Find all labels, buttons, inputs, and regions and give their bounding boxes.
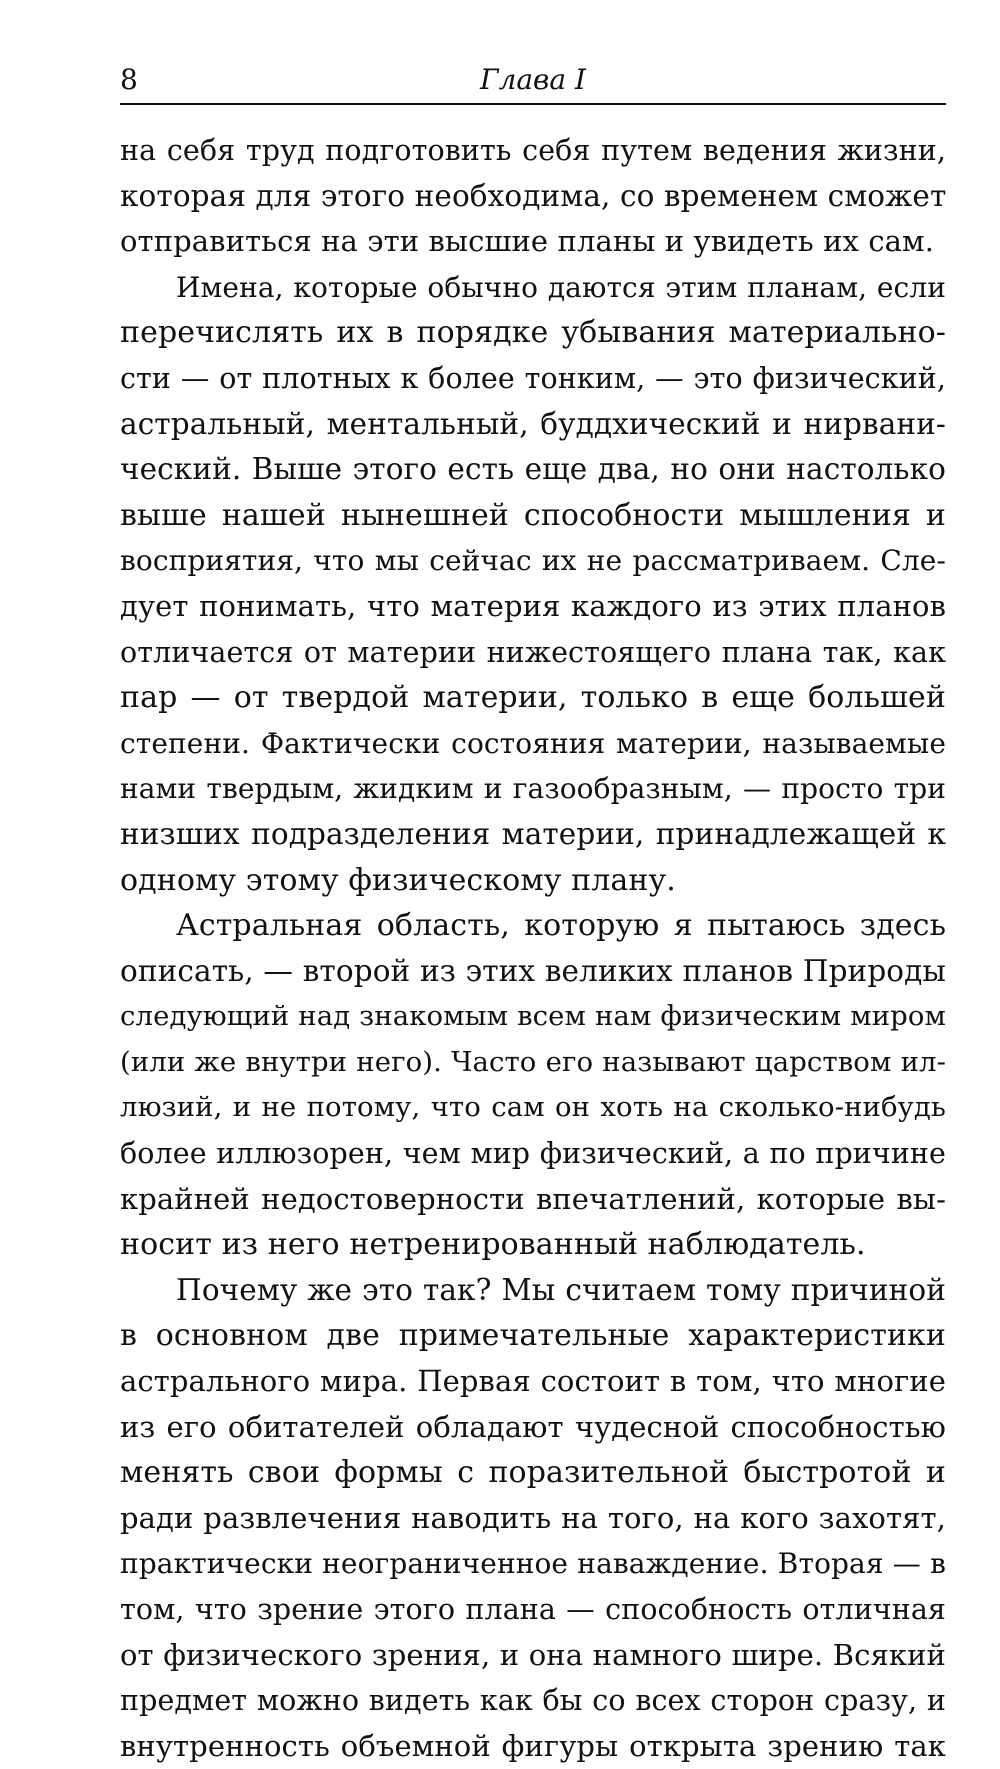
text-line: дует понимать, что материя каждого из этих планов [120,588,946,623]
text-line: Почему же это так? Мы считаем тому причиной [176,1272,946,1307]
text-line: нами твердым, жидким и газообразным, — просто три [120,772,946,806]
text-line: от физического зрения, и она намного шире. Всякий [120,1637,946,1672]
text-line: том, что зрение этого плана — способность отличная [120,1593,946,1626]
text-line: из его обитателей обладают чудесной способностью [120,1409,946,1444]
text-line: астрального мира. Первая состоит в том, что многие [120,1364,946,1399]
text-line: астральный, ментальный, буддхический и нирвани- [120,406,946,441]
text-line: ради развлечения наводить на того, на кого захотят, [120,1500,946,1535]
text-line: одному этому физическому плану. [120,862,676,898]
text-line: которая для этого необходима, со временем сможет [120,178,947,213]
text-line: предмет можно видеть как бы со всех сторон сразу, и [120,1684,946,1718]
chapter-title: Глава I [479,63,586,96]
text-line: ческий. Выше этого есть еще два, но они настолько [120,452,946,487]
text-line: степени. Фактически состояния материи, называемые [120,726,946,760]
text-line: следующий над знакомым всем нам физическим миром [120,1000,946,1033]
text-line: отправиться на эти высшие планы и увидеть их сам. [120,224,935,259]
text-line: Имена, которые обычно даются этим планам, если [176,270,946,304]
text-line: (или же внутри него). Часто его называют царством ил- [120,1045,946,1078]
text-line: люзий, и не потому, что сам он хоть на сколько-нибудь [120,1091,946,1124]
text-line: Астральная область, которую я пытаюсь здесь [176,908,946,944]
text-line: внутренность объемной фигуры открыта зрению так [120,1728,946,1763]
text-line: менять свои формы с поразительной быстротой и [120,1455,946,1491]
text-line: перечислять их в порядке убывания материально- [120,315,946,351]
page-header [120,62,946,102]
text-line: пар — от твердой материи, только в еще большей [120,680,946,716]
text-line: восприятия, что мы сейчас их не рассматриваем. Сле- [120,544,946,578]
text-line: носит из него нетренированный наблюдатель. [120,1227,866,1263]
text-line: в основном две примечательные характеристики [120,1318,946,1354]
text-line: сти — от плотных к более тонким, — это физический, [120,361,946,395]
text-line: практически неограниченное наваждение. Вторая — в [120,1547,946,1581]
text-line: более иллюзорен, чем мир физический, а по причине [120,1137,946,1171]
page-number: 8 [120,63,138,96]
text-line: выше нашей нынешней способности мышления и [120,497,946,533]
text-line: крайней недостоверности впечатлений, которые вы- [120,1181,946,1216]
text-line: низших подразделения материи, принадлежащей к [120,816,946,851]
body-text [120,128,946,1769]
header-rule [120,103,946,105]
text-line: отличается от материи нижестоящего плана так, как [120,635,946,669]
text-line: описать, — второй из этих великих планов Природы [120,953,946,988]
text-line: на себя труд подготовить себя путем ведения жизни, [120,134,946,167]
